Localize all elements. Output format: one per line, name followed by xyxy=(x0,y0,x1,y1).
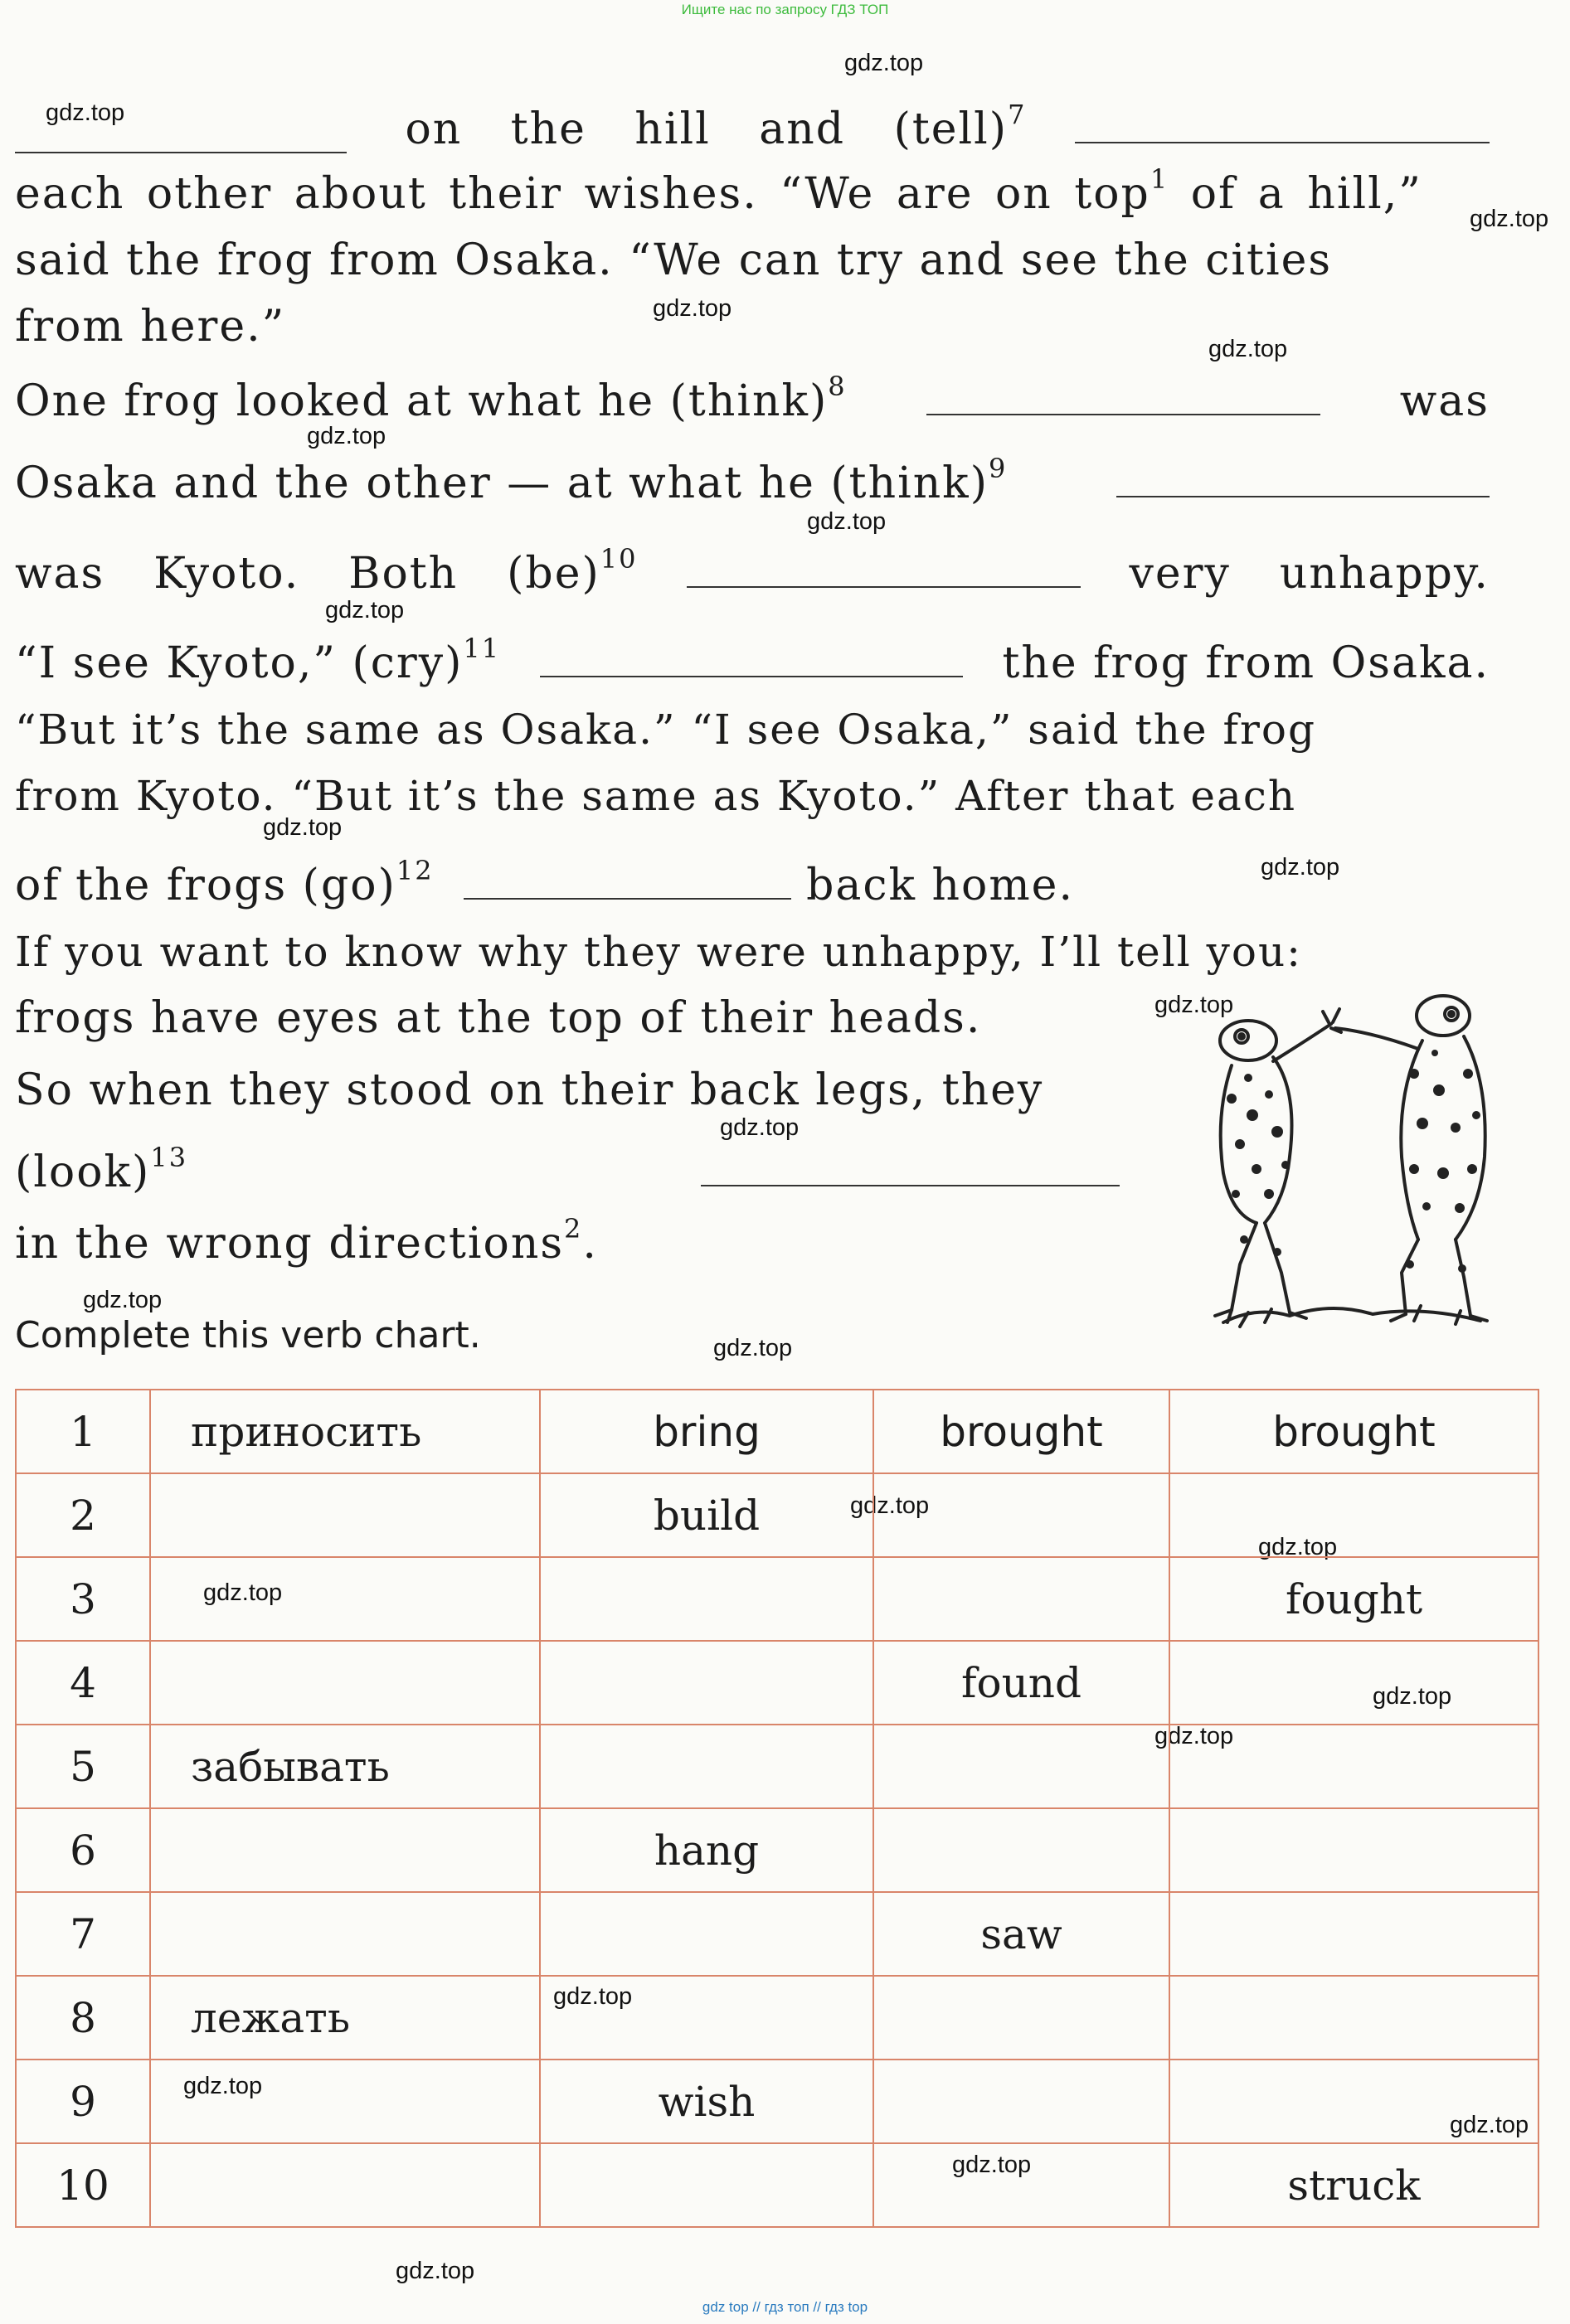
story-word: the xyxy=(510,104,586,154)
watermark: gdz.top xyxy=(713,1335,793,1361)
story-word: on xyxy=(405,104,463,154)
watermark: gdz.top xyxy=(325,597,405,623)
answer-blank-13[interactable] xyxy=(701,1152,1120,1186)
russian-cell[interactable] xyxy=(150,1808,540,1892)
participle-cell[interactable] xyxy=(1169,1473,1538,1557)
table-row xyxy=(16,1892,1538,1976)
base-form-cell[interactable] xyxy=(540,1892,873,1976)
russian-cell[interactable] xyxy=(150,1641,540,1725)
verb-chart xyxy=(15,1389,1539,2228)
past-form-cell: saw xyxy=(873,1892,1169,1976)
bottom-banner: gdz top // гдз топ // гдз top xyxy=(702,2299,868,2315)
story-line-12: If you want to know why they were unhappy, I’ll tell you: xyxy=(15,928,1303,976)
watermark: gdz.top xyxy=(553,1983,633,2010)
past-form-cell[interactable] xyxy=(873,1808,1169,1892)
participle-cell[interactable] xyxy=(1169,1808,1538,1892)
watermark: gdz.top xyxy=(1261,854,1340,881)
base-form-cell[interactable] xyxy=(540,1976,873,2060)
answer-blank-6-tail[interactable] xyxy=(15,119,347,153)
watermark: gdz.top xyxy=(1154,1723,1234,1749)
watermark: gdz.top xyxy=(1470,206,1549,232)
table-row xyxy=(16,1725,1538,1808)
watermark: gdz.top xyxy=(1258,1534,1338,1560)
table-row xyxy=(16,2060,1538,2143)
story-line-6 xyxy=(15,453,1490,508)
watermark: gdz.top xyxy=(807,508,887,535)
participle-cell[interactable] xyxy=(1169,1641,1538,1725)
answer-blank-8[interactable] xyxy=(926,381,1320,415)
row-number: 6 xyxy=(16,1808,150,1892)
row-number: 5 xyxy=(16,1725,150,1808)
story-line-3: said the frog from Osaka. “We can try and see the cities xyxy=(15,235,1333,285)
watermark: gdz.top xyxy=(396,2258,475,2284)
participle-cell: fought xyxy=(1169,1557,1538,1641)
past-form-cell[interactable] xyxy=(873,2143,1169,2227)
watermark: gdz.top xyxy=(183,2073,263,2099)
answer-blank-12[interactable] xyxy=(464,865,791,900)
table-row xyxy=(16,1390,1538,1473)
row-number: 3 xyxy=(16,1557,150,1641)
story-word: was xyxy=(1399,376,1490,426)
row-number: 4 xyxy=(16,1641,150,1725)
russian-cell[interactable] xyxy=(150,1557,540,1641)
table-row xyxy=(16,1641,1538,1725)
participle-cell[interactable] xyxy=(1169,2060,1538,2143)
story-word: hill xyxy=(634,104,711,154)
story-line-2: each other about their wishes. “We are on top$^1$ of a hill,” xyxy=(15,163,1422,219)
story-word: very xyxy=(1129,549,1231,599)
story-text: One frog looked at what he (think)$^8$ xyxy=(15,371,847,426)
top-banner: Ищите нас по запросу ГДЗ ТОП xyxy=(681,2,889,17)
russian-cell: приносить xyxy=(150,1390,540,1473)
russian-cell[interactable] xyxy=(150,2060,540,2143)
russian-cell[interactable] xyxy=(150,2143,540,2227)
table-row xyxy=(16,1808,1538,1892)
story-line-13: frogs have eyes at the top of their heads. xyxy=(15,993,982,1043)
story-line-11: of the frogs (go)$^{12}$ back home. xyxy=(15,855,1074,910)
participle-cell[interactable] xyxy=(1169,1892,1538,1976)
watermark: gdz.top xyxy=(850,1492,930,1519)
story-line-4: from here.” xyxy=(15,302,286,352)
story-line-1 xyxy=(357,99,1490,154)
story-line-15: (look)$^{13}$ xyxy=(15,1147,1118,1197)
table-row xyxy=(16,1473,1538,1557)
answer-blank-7[interactable] xyxy=(1075,109,1490,143)
story-word: (be)$^{10}$ xyxy=(507,543,638,599)
chart-title: Complete this verb chart. xyxy=(15,1314,481,1356)
story-word: unhappy. xyxy=(1279,549,1490,599)
story-word: (tell)$^7$ xyxy=(893,99,1027,154)
watermark: gdz.top xyxy=(46,99,125,126)
russian-cell: забывать xyxy=(150,1725,540,1808)
watermark: gdz.top xyxy=(844,50,924,76)
watermark: gdz.top xyxy=(720,1114,800,1141)
story-line-7 xyxy=(15,543,1490,599)
base-form-cell[interactable] xyxy=(540,1725,873,1808)
participle-cell: brought xyxy=(1169,1390,1538,1473)
watermark: gdz.top xyxy=(653,295,732,322)
watermark: gdz.top xyxy=(263,814,343,841)
table-row xyxy=(16,1557,1538,1641)
russian-cell[interactable] xyxy=(150,1473,540,1557)
base-form-cell: build xyxy=(540,1473,873,1557)
story-line-10: from Kyoto. “But it’s the same as Kyoto.” After that each xyxy=(15,772,1297,820)
dancing-frogs-icon xyxy=(1207,991,1497,1347)
base-form-cell: wish xyxy=(540,2060,873,2143)
story-line-16: in the wrong directions$^2$. xyxy=(15,1213,598,1269)
story-text: Osaka and the other — at what he (think)$^9$ xyxy=(15,453,1008,508)
base-form-cell: hang xyxy=(540,1808,873,1892)
past-form-cell: brought xyxy=(873,1390,1169,1473)
watermark: gdz.top xyxy=(1450,2112,1529,2138)
participle-cell: struck xyxy=(1169,2143,1538,2227)
story-word: Both xyxy=(348,549,459,599)
watermark: gdz.top xyxy=(952,2152,1032,2178)
story-line-8 xyxy=(15,633,1490,688)
past-form-cell[interactable] xyxy=(873,1725,1169,1808)
past-form-cell: found xyxy=(873,1641,1169,1725)
answer-blank-10[interactable] xyxy=(687,553,1081,588)
past-form-cell[interactable] xyxy=(873,1976,1169,2060)
russian-cell[interactable] xyxy=(150,1892,540,1976)
row-number: 1 xyxy=(16,1390,150,1473)
story-line-5 xyxy=(15,371,1490,426)
past-form-cell[interactable] xyxy=(873,1473,1169,1557)
watermark: gdz.top xyxy=(1373,1683,1452,1710)
watermark: gdz.top xyxy=(307,423,386,449)
watermark: gdz.top xyxy=(1154,992,1234,1018)
participle-cell[interactable] xyxy=(1169,1976,1538,2060)
answer-blank-9[interactable] xyxy=(1116,463,1490,497)
watermark: gdz.top xyxy=(83,1287,163,1313)
russian-cell: лежать xyxy=(150,1976,540,2060)
row-number: 7 xyxy=(16,1892,150,1976)
base-form-cell[interactable] xyxy=(540,1641,873,1725)
watermark: gdz.top xyxy=(203,1579,283,1606)
base-form-cell: bring xyxy=(540,1390,873,1473)
row-number: 10 xyxy=(16,2143,150,2227)
participle-cell[interactable] xyxy=(1169,1725,1538,1808)
row-number: 2 xyxy=(16,1473,150,1557)
table-row xyxy=(16,1976,1538,2060)
past-form-cell[interactable] xyxy=(873,2060,1169,2143)
story-word: the frog from Osaka. xyxy=(1002,638,1490,688)
row-number: 8 xyxy=(16,1976,150,2060)
base-form-cell[interactable] xyxy=(540,2143,873,2227)
story-word: was xyxy=(15,549,105,599)
table-row xyxy=(16,2143,1538,2227)
story-text: “I see Kyoto,” (cry)$^{11}$ xyxy=(15,633,501,688)
story-line-14: So when they stood on their back legs, they xyxy=(15,1065,1044,1115)
answer-blank-11[interactable] xyxy=(540,643,963,677)
base-form-cell[interactable] xyxy=(540,1557,873,1641)
story-word: Kyoto. xyxy=(153,549,300,599)
watermark: gdz.top xyxy=(1208,336,1288,362)
row-number: 9 xyxy=(16,2060,150,2143)
story-word: and xyxy=(759,104,846,154)
past-form-cell[interactable] xyxy=(873,1557,1169,1641)
story-line-9: “But it’s the same as Osaka.” “I see Osaka,” said the frog xyxy=(15,706,1316,754)
